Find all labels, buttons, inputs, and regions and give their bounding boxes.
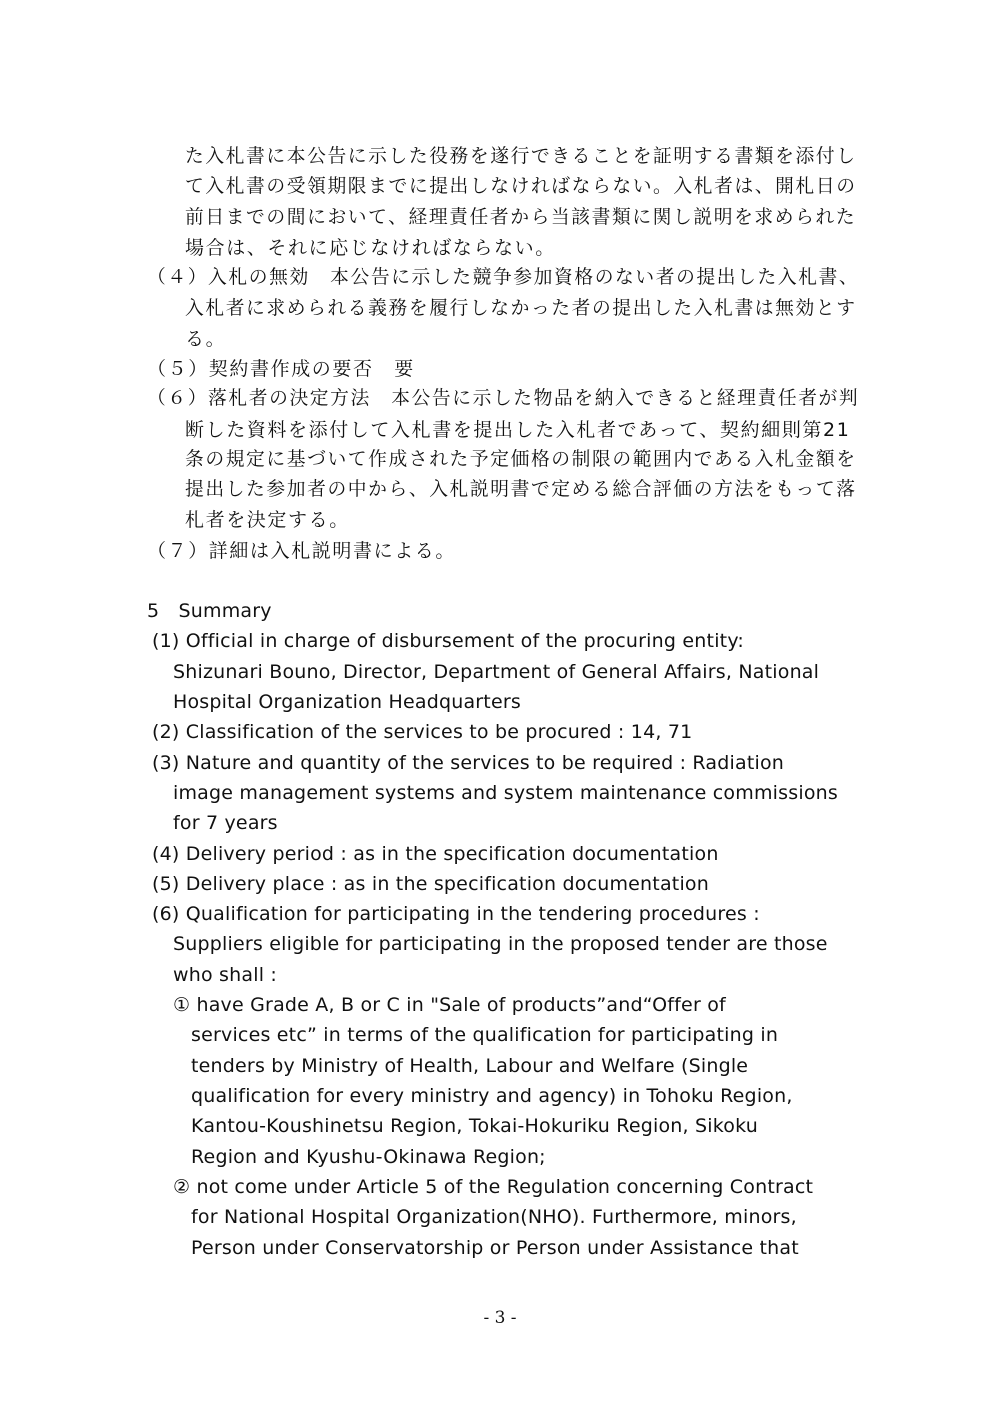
paragraph-line: Suppliers eligible for participating in the proposed tender are those	[173, 933, 828, 955]
paragraph-line: て入札書の受領期限までに提出しなければならない。入札者は、開札日の	[185, 176, 857, 197]
paragraph-line: 断した資料を添付して入札書を提出した入札者であって、契約細則第21	[185, 419, 851, 441]
paragraph-line: 条の規定に基づいて作成された予定価格の制限の範囲内である入札金額を	[185, 449, 857, 470]
list-item-heading: (4) Delivery period : as in the specification documentation	[152, 843, 719, 865]
list-item-heading: (1) Official in charge of disbursement of the procuring entity:	[152, 630, 744, 652]
sub-item-heading: ② not come under Article 5 of the Regulation concerning Contract	[173, 1176, 814, 1198]
paragraph-line: services etc” in terms of the qualification for participating in	[191, 1024, 779, 1046]
paragraph-line: for National Hospital Organization(NHO). Furthermore, minors,	[191, 1206, 797, 1228]
paragraph-line: Person under Conservatorship or Person under Assistance that	[191, 1237, 799, 1259]
paragraph-line: qualification for every ministry and agency) in Tohoku Region,	[191, 1085, 793, 1107]
paragraph-line: Shizunari Bouno, Director, Department of General Affairs, National	[173, 661, 820, 683]
paragraph-line: 札者を決定する。	[185, 509, 350, 531]
paragraph-line: 入札者に求められる義務を履行しなかった者の提出した入札書は無効とす	[185, 298, 857, 319]
section-heading: 5 Summary	[147, 600, 272, 622]
list-item-heading: (2) Classification of the services to be procured : 14, 71	[152, 721, 693, 743]
paragraph-line: for 7 years	[173, 812, 278, 834]
paragraph-line: Region and Kyushu-Okinawa Region;	[191, 1146, 546, 1168]
paragraph-line: Hospital Organization Headquarters	[173, 691, 521, 713]
list-item-heading: （５）契約書作成の要否 要	[147, 358, 415, 380]
paragraph-line: who shall :	[173, 964, 278, 986]
list-item-heading: (3) Nature and quantity of the services to be required : Radiation	[152, 752, 785, 774]
paragraph-line: image management systems and system maintenance commissions	[173, 782, 838, 804]
paragraph-line: Kantou-Koushinetsu Region, Tokai-Hokuriku Region, Sikoku	[191, 1115, 758, 1137]
page-number: - 3 -	[483, 1308, 517, 1328]
paragraph-line: 前日までの間において、経理責任者から当該書類に関し説明を求められた	[185, 207, 857, 228]
list-item-heading: （７）詳細は入札説明書による。	[147, 540, 457, 562]
paragraph-line: 場合は、それに応じなければならない。	[185, 237, 556, 259]
list-item-heading: (5) Delivery place : as in the specification documentation	[152, 873, 709, 895]
paragraph-line: る。	[185, 328, 227, 350]
list-item-heading: （４）入札の無効 本公告に示した競争参加資格のない者の提出した入札書、	[147, 267, 860, 288]
paragraph-line: た入札書に本公告に示した役務を遂行できることを証明する書類を添付し	[185, 146, 857, 167]
sub-item-heading: ① have Grade A, B or C in "Sale of products”and“Offer of	[173, 994, 726, 1016]
list-item-heading: （６）落札者の決定方法 本公告に示した物品を納入できると経理責任者が判	[147, 388, 860, 409]
list-item-heading: (6) Qualification for participating in the tendering procedures :	[152, 903, 760, 925]
paragraph-line: 提出した参加者の中から、入札説明書で定める総合評価の方法をもって落	[185, 479, 857, 500]
paragraph-line: tenders by Ministry of Health, Labour and Welfare (Single	[191, 1055, 749, 1077]
